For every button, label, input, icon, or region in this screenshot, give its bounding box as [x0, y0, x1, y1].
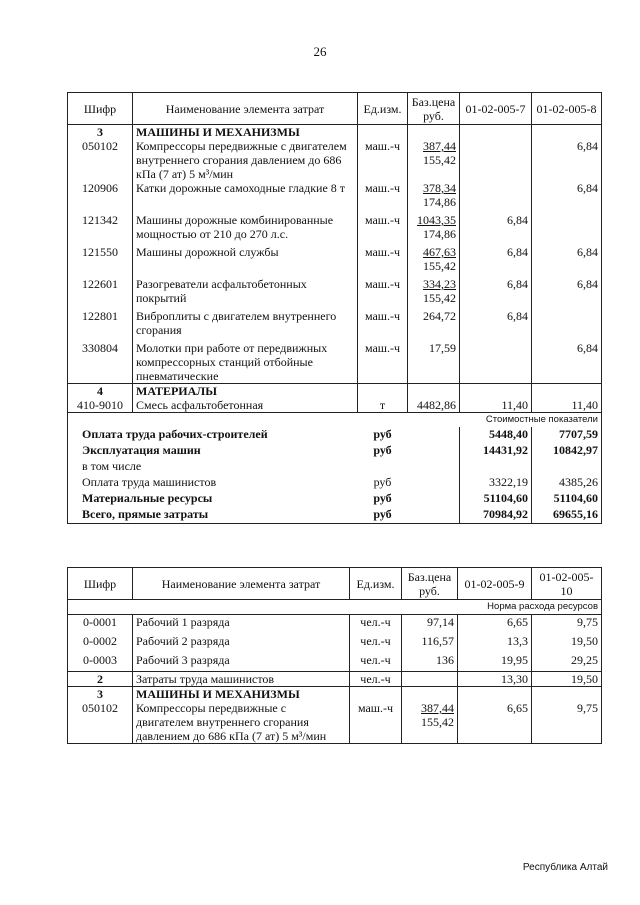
header-code: Шифр — [68, 93, 133, 125]
header-col-a: 01-02-005-9 — [458, 568, 532, 600]
cost-row — [68, 507, 602, 523]
row-value-a — [460, 139, 532, 181]
row-price-secondary: 155,42 — [423, 259, 456, 273]
row-price-primary: 467,63 — [423, 245, 456, 259]
row-name: Разогреватели асфальтобетонных покрытий — [133, 277, 358, 309]
cost-spacer — [408, 475, 460, 491]
page-number: 26 — [313, 44, 327, 59]
cost-value-a: 3322,19 — [460, 475, 532, 491]
row-price: 4482,86 — [408, 398, 460, 413]
row-unit: маш.-ч — [358, 213, 408, 245]
row-price-primary: 387,44 — [421, 701, 454, 715]
cost-value-b: 10842,97 — [532, 443, 602, 459]
cost-spacer — [408, 427, 460, 443]
row-name: Компрессоры передвижные с двигателем внутреннего сгорания давлением до 686 кПа (7 ат) 5 м³/мин — [133, 701, 350, 744]
row-value-a: 6,84 — [460, 309, 532, 341]
table-row — [68, 277, 602, 309]
row-unit: чел.-ч — [350, 653, 402, 672]
table-row — [68, 181, 602, 213]
row-price-secondary: 155,42 — [423, 153, 456, 167]
header-col-b: 01-02-005-8 — [532, 93, 602, 125]
row-price-secondary: 155,42 — [423, 291, 456, 305]
row-unit: чел.-ч — [350, 615, 402, 634]
row-value-a: 19,95 — [458, 653, 532, 672]
header-name: Наименование элемента затрат — [133, 93, 358, 125]
cost-spacer — [408, 491, 460, 507]
header-unit: Ед.изм. — [358, 93, 408, 125]
row-code: 0-0002 — [68, 634, 133, 653]
cost-unit: руб — [373, 491, 392, 505]
cost-value-b: 51104,60 — [532, 491, 602, 507]
footer-region: Республика Алтай — [522, 862, 608, 873]
row-value-a: 6,65 — [458, 615, 532, 634]
cost-label: Эксплуатация машин — [68, 443, 358, 459]
cost-value-b — [532, 459, 602, 475]
section-title: МАТЕРИАЛЫ — [133, 384, 358, 399]
row-value-b: 11,40 — [532, 398, 602, 413]
row-code: 120906 — [68, 181, 133, 213]
cost-caption: Стоимостные показатели — [68, 413, 602, 428]
table-row — [68, 615, 602, 634]
row-unit: маш.-ч — [358, 277, 408, 309]
row-name: Машины дорожные комбинированные мощностью от 210 до 270 л.с. — [133, 213, 358, 245]
row-price — [408, 309, 460, 341]
row-price-primary: 334,23 — [423, 277, 456, 291]
cost-spacer — [408, 443, 460, 459]
row-value-b: 6,84 — [532, 181, 602, 213]
table-row — [68, 672, 602, 687]
cost-value-b: 69655,16 — [532, 507, 602, 523]
row-name: Молотки при работе от передвижных компрессорных станций отбойные пневматические — [133, 341, 358, 384]
row-price-secondary: 174,86 — [423, 227, 456, 241]
cost-row — [68, 459, 602, 475]
row-value-b — [532, 309, 602, 341]
row-price-primary: 264,72 — [423, 309, 456, 323]
row-value-b: 29,25 — [532, 653, 602, 672]
header-unit: Ед.изм. — [350, 568, 402, 600]
row-value-a — [460, 181, 532, 213]
resource-table-1 — [67, 92, 602, 524]
row-unit: маш.-ч — [358, 309, 408, 341]
cost-label: в том числе — [68, 459, 358, 475]
cost-row — [68, 491, 602, 507]
cost-label: Оплата труда рабочих-строителей — [68, 427, 358, 443]
row-name: Рабочий 1 разряда — [133, 615, 350, 634]
row-value-b: 19,50 — [532, 634, 602, 653]
row-value-a: 6,65 — [458, 701, 532, 744]
row-unit: т — [358, 398, 408, 413]
row-value-b: 6,84 — [532, 341, 602, 384]
cost-value-a: 14431,92 — [460, 443, 532, 459]
table-row — [68, 701, 602, 744]
row-value-b: 19,50 — [532, 672, 602, 687]
cost-unit: руб — [373, 443, 392, 457]
row-name: Смесь асфальтобетонная — [133, 398, 358, 413]
row-price-primary: 378,34 — [423, 181, 456, 195]
row-price-primary: 17,59 — [429, 341, 456, 355]
section-title: МАШИНЫ И МЕХАНИЗМЫ — [133, 125, 358, 140]
row-unit: маш.-ч — [358, 341, 408, 384]
cost-value-a: 5448,40 — [460, 427, 532, 443]
row-code: 122801 — [68, 309, 133, 341]
row-code: 410-9010 — [68, 398, 133, 413]
section-title: МАШИНЫ И МЕХАНИЗМЫ — [133, 687, 350, 702]
row-price — [408, 213, 460, 245]
row-value-a: 11,40 — [460, 398, 532, 413]
row-value-b: 6,84 — [532, 245, 602, 277]
cost-value-b: 7707,59 — [532, 427, 602, 443]
row-code: 121550 — [68, 245, 133, 277]
table-row — [68, 653, 602, 672]
row-name: Виброплиты с двигателем внутреннего сгорания — [133, 309, 358, 341]
row-price-primary: 387,44 — [423, 139, 456, 153]
row-price: 136 — [402, 653, 458, 672]
row-value-b — [532, 213, 602, 245]
row-price: 116,57 — [402, 634, 458, 653]
cost-spacer — [408, 507, 460, 523]
row-value-a: 6,84 — [460, 245, 532, 277]
row-unit: маш.-ч — [358, 181, 408, 213]
table-row — [68, 341, 602, 384]
cost-unit: руб — [373, 475, 392, 489]
section-number: 3 — [68, 687, 133, 702]
cost-label: Материальные ресурсы — [68, 491, 358, 507]
cost-value-a: 70984,92 — [460, 507, 532, 523]
section-number: 3 — [68, 125, 133, 140]
row-price — [408, 277, 460, 309]
row-code: 2 — [68, 672, 133, 687]
row-unit: маш.-ч — [358, 139, 408, 181]
cost-value-b: 4385,26 — [532, 475, 602, 491]
row-code: 122601 — [68, 277, 133, 309]
table-row — [68, 398, 602, 413]
row-code: 0-0003 — [68, 653, 133, 672]
row-code: 330804 — [68, 341, 133, 384]
cost-value-a — [460, 459, 532, 475]
cost-label: Оплата труда машинистов — [68, 475, 358, 491]
row-code: 050102 — [68, 701, 133, 744]
header-code: Шифр — [68, 568, 133, 600]
row-value-a: 13,3 — [458, 634, 532, 653]
cost-spacer — [408, 459, 460, 475]
row-name: Компрессоры передвижные с двигателем внутреннего сгорания давлением до 686 кПа (7 ат) 5 м³/мин — [133, 139, 358, 181]
norm-caption: Норма расхода ресурсов — [68, 600, 602, 615]
header-col-a: 01-02-005-7 — [460, 93, 532, 125]
table-row — [68, 245, 602, 277]
header-name: Наименование элемента затрат — [133, 568, 350, 600]
row-price — [408, 181, 460, 213]
row-code: 050102 — [68, 139, 133, 181]
cost-row — [68, 475, 602, 491]
row-price-primary: 1043,35 — [417, 213, 456, 227]
row-unit: маш.-ч — [350, 701, 402, 744]
row-unit: чел.-ч — [350, 634, 402, 653]
row-name: Рабочий 3 разряда — [133, 653, 350, 672]
table-row — [68, 634, 602, 653]
row-price — [408, 341, 460, 384]
row-value-b: 6,84 — [532, 277, 602, 309]
header-base-price: Баз.цена руб. — [402, 568, 458, 600]
row-value-a: 13,30 — [458, 672, 532, 687]
row-price-secondary: 174,86 — [423, 195, 456, 209]
cost-row — [68, 443, 602, 459]
row-value-b: 6,84 — [532, 139, 602, 181]
section-number: 4 — [68, 384, 133, 399]
table-row — [68, 139, 602, 181]
row-name: Затраты труда машинистов — [133, 672, 350, 687]
row-price: 97,14 — [402, 615, 458, 634]
row-value-b: 9,75 — [532, 615, 602, 634]
table-row — [68, 309, 602, 341]
row-value-a: 6,84 — [460, 213, 532, 245]
header-col-b: 01-02-005-10 — [532, 568, 602, 600]
row-code: 0-0001 — [68, 615, 133, 634]
row-unit: маш.-ч — [358, 245, 408, 277]
row-price — [408, 139, 460, 181]
row-value-b: 9,75 — [532, 701, 602, 744]
cost-unit — [358, 459, 408, 475]
table-row — [68, 213, 602, 245]
row-price — [408, 245, 460, 277]
row-name: Рабочий 2 разряда — [133, 634, 350, 653]
row-name: Машины дорожной службы — [133, 245, 358, 277]
cost-value-a: 51104,60 — [460, 491, 532, 507]
row-value-a — [460, 341, 532, 384]
row-unit: чел.-ч — [350, 672, 402, 687]
cost-unit: руб — [358, 507, 408, 523]
row-value-a: 6,84 — [460, 277, 532, 309]
cost-label: Всего, прямые затраты — [68, 507, 358, 523]
resource-table-2 — [67, 567, 602, 744]
row-name: Катки дорожные самоходные гладкие 8 т — [133, 181, 358, 213]
header-base-price: Баз.цена руб. — [408, 93, 460, 125]
row-code: 121342 — [68, 213, 133, 245]
row-price-secondary: 155,42 — [421, 715, 454, 729]
cost-unit: руб — [373, 427, 392, 441]
cost-row — [68, 427, 602, 443]
